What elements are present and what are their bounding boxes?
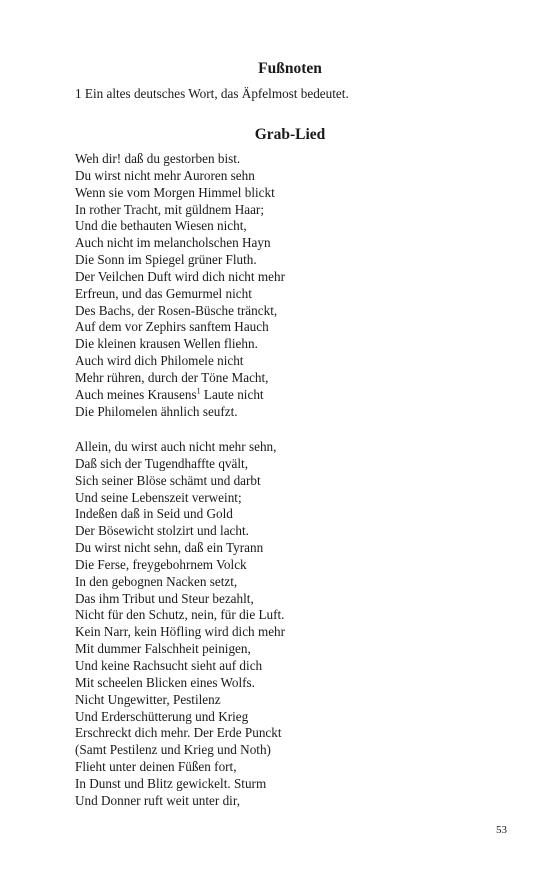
poem-line: Auf dem vor Zephirs sanftem Hauch — [75, 319, 269, 335]
footnote-1: 1 Ein altes deutsches Wort, das Äpfelmost bedeutet. — [75, 86, 349, 101]
poem-stanza-1 — [75, 151, 285, 421]
poem-line: In Dunst und Blitz gewickelt. Sturm — [75, 775, 267, 791]
poem-line: Mit scheelen Blicken eines Wolfs. — [75, 674, 255, 690]
poem-line: Und Erderschütterung und Krieg — [75, 708, 249, 724]
poem-line: Du wirst nicht mehr Auroren sehn — [75, 167, 255, 183]
poem-line: Weh dir! daß du gestorben bist. — [75, 151, 241, 166]
poem-line: Das ihm Tribut und Steur bezahlt, — [75, 590, 254, 606]
poem-line: Und keine Rachsucht sieht auf dich — [75, 657, 263, 673]
poem-line: (Samt Pestilenz und Krieg und Noth) — [75, 742, 271, 758]
poem-line: Wenn sie vom Morgen Himmel blickt — [75, 184, 275, 200]
poem-line: Und Donner ruft weit unter dir, — [75, 792, 241, 808]
poem-line-text: Auch meines Krausens — [75, 386, 197, 402]
poem-line: Indeßen daß in Seid und Gold — [75, 506, 233, 522]
poem-line: Und seine Lebenszeit verweint; — [75, 489, 242, 505]
poem-line: Erfreun, und das Gemurmel nicht — [75, 285, 252, 301]
poem-line: Nicht für den Schutz, nein, für die Luft. — [75, 607, 285, 623]
poem-line — [75, 387, 285, 404]
poem-line: In rother Tracht, mit güldnem Haar; — [75, 201, 264, 217]
poem-line: Die Philomelen ähnlich seufzt. — [75, 403, 238, 419]
poem-line: Die Ferse, freygebohrnem Volck — [75, 556, 247, 572]
poem-line: Sich seiner Blöse schämt und darbt — [75, 472, 261, 488]
poem-line: Der Bösewicht stolzirt und lacht. — [75, 523, 249, 539]
poem-line: In den gebognen Nacken setzt, — [75, 573, 238, 589]
poem-line: Die Sonn im Spiegel grüner Fluth. — [75, 252, 257, 268]
poem-line: Mit dummer Falschheit peinigen, — [75, 641, 251, 657]
poem-line: Nicht Ungewitter, Pestilenz — [75, 691, 221, 707]
poem-line: Kein Narr, kein Höfling wird dich mehr — [75, 624, 286, 640]
poem-line: Mehr rühren, durch der Töne Macht, — [75, 369, 269, 385]
poem-line: Des Bachs, der Rosen-Büsche tränckt, — [75, 302, 278, 318]
footnote-reference[interactable]: 1 — [196, 386, 201, 396]
poem-line: Flieht unter deinen Füßen fort, — [75, 759, 237, 775]
poem-line: Und die bethauten Wiesen nicht, — [75, 218, 247, 234]
page-number: 53 — [496, 824, 507, 836]
poem-line: Du wirst nicht sehn, daß ein Tyrann — [75, 540, 264, 556]
poem-line: Der Veilchen Duft wird dich nicht mehr — [75, 268, 285, 284]
poem-line: Auch wird dich Philomele nicht — [75, 353, 244, 369]
poem-line: Die kleinen krausen Wellen fliehn. — [75, 336, 258, 352]
poem-line: Auch nicht im melancholschen Hayn — [75, 235, 271, 251]
footnotes-heading: Fußnoten — [258, 60, 322, 77]
poem-line: Erschreckt dich mehr. Der Erde Punckt — [75, 725, 282, 741]
poem-line: Allein, du wirst auch nicht mehr sehn, — [75, 439, 277, 454]
poem-title: Grab-Lied — [254, 126, 326, 143]
poem-line-text: Laute nicht — [200, 386, 264, 402]
poem-line: Daß sich der Tugendhaffte qvält, — [75, 455, 248, 471]
poem-stanza-2 — [75, 439, 285, 810]
